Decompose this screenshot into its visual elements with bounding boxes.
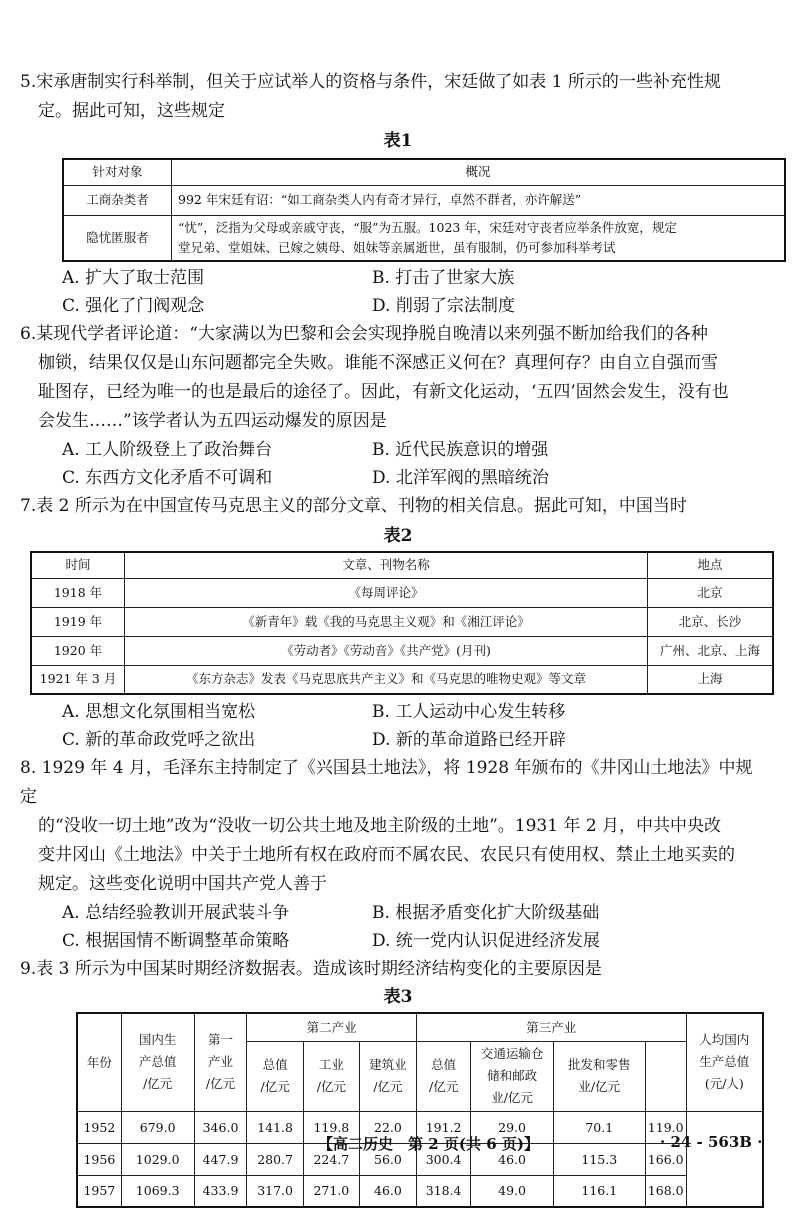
table-2-cell: 上海	[648, 665, 774, 694]
option-a[interactable]: A. 总结经验教训开展武装斗争	[62, 903, 290, 923]
table-3-header-primary	[194, 1013, 247, 1111]
table-3-cell: 119.8	[303, 1111, 359, 1143]
q7-stem: 7.表 2 所示为在中国宣传马克思主义的部分文章、刊物的相关信息。据此可知，中国当时	[20, 496, 687, 516]
table-3-cell: 300.4	[416, 1143, 471, 1175]
table-3-sub-construction	[360, 1041, 417, 1111]
table-3-cell: 119.0	[645, 1111, 686, 1143]
table-3-cell: 224.7	[303, 1143, 359, 1175]
option-c[interactable]: C. 根据国情不断调整革命策略	[62, 931, 290, 951]
header-line: /亿元	[205, 1076, 236, 1092]
option-b[interactable]: B. 打击了世家大族	[372, 268, 515, 288]
table-3-cell: 1069.3	[121, 1175, 194, 1207]
footer-code: · 24 - 563B ·	[660, 1133, 763, 1151]
table-3-header-secondary: 第二产业	[247, 1013, 416, 1041]
table-1-cell: 992 年宋廷有诏：“如工商杂类人内有奇才异行，卓然不群者，亦许解送”	[172, 185, 786, 215]
table-3-cell: 1956	[77, 1143, 121, 1175]
header-line: 第一	[208, 1032, 234, 1048]
table-3-cell: 141.8	[247, 1111, 303, 1143]
header-line: 业/亿元	[578, 1079, 621, 1094]
table-2-cell: 1921 年 3 月	[31, 665, 125, 694]
table-3-cell: 166.0	[645, 1143, 686, 1175]
header-line: 工业	[318, 1057, 344, 1072]
q6-stem-line: 耻图存，已经为唯一的也是最后的途径了。因此，有新文化运动，‘五四’固然会发生，没有也	[38, 382, 729, 402]
table-1-title: 表1	[383, 131, 413, 151]
table-row	[77, 1175, 763, 1207]
q8-stem-line: 规定。这些变化说明中国共产党人善于	[38, 874, 327, 894]
table-1-header-summary: 概况	[172, 159, 786, 185]
table-3-sub-tertiary-total	[416, 1041, 471, 1111]
table-3-cell: 191.2	[416, 1111, 471, 1143]
q8-options	[32, 899, 764, 955]
header-line: 批发和零售	[568, 1057, 631, 1072]
table-3-sub-industry	[303, 1041, 359, 1111]
header-line: 人均国内	[699, 1032, 750, 1048]
table-3-cell: 56.0	[360, 1143, 417, 1175]
question-9	[20, 955, 764, 1208]
option-a[interactable]: A. 扩大了取士范围	[62, 268, 205, 288]
table-3-cell: 1957	[77, 1175, 121, 1207]
question-6	[20, 320, 764, 492]
option-b[interactable]: B. 根据矛盾变化扩大阶级基础	[372, 903, 600, 923]
q8-stem-line: 变井冈山《土地法》中关于土地所有权在政府而不属农民、农民只有使用权、禁止土地买卖的	[38, 845, 735, 865]
option-c[interactable]: C. 新的革命政党呼之欲出	[62, 730, 256, 750]
header-line: 业/亿元	[491, 1090, 533, 1105]
header-line: 产业	[208, 1054, 234, 1070]
table-2-header-time: 时间	[31, 552, 125, 578]
header-line: /亿元	[143, 1076, 173, 1092]
table-3-sub-trade	[553, 1041, 645, 1111]
table-3-sub-transport	[471, 1041, 553, 1111]
option-d[interactable]: D. 北洋军阀的黑暗统治	[372, 468, 549, 488]
table-1	[62, 158, 786, 262]
q9-stem: 9.表 3 所示为中国某时期经济数据表。造成该时期经济结构变化的主要原因是	[20, 959, 602, 979]
table-3-cell: 1952	[77, 1111, 121, 1143]
q5-stem-line-2: 定。据此可知，这些规定	[38, 101, 225, 121]
table-3-cell: 70.1	[553, 1111, 645, 1143]
table-1-cell	[172, 215, 786, 261]
header-line: /亿元	[316, 1079, 346, 1094]
question-8	[20, 754, 764, 955]
table-3-cell: 115.3	[553, 1143, 645, 1175]
table-2-cell: 广州、北京、上海	[648, 636, 774, 665]
table-3-cell: 271.0	[303, 1175, 359, 1207]
table-1-cell-line: “忧”，泛指为父母或亲戚守丧，“服”为五服。1023 年，宋廷对守丧者应举条件放宽，规定	[178, 219, 677, 235]
table-2-cell: 《劳动者》《劳动音》《共产党》(月刊)	[125, 636, 648, 665]
option-b[interactable]: B. 工人运动中心发生转移	[372, 702, 566, 722]
table-2-cell: 1920 年	[31, 636, 125, 665]
table-3-cell: 49.0	[471, 1175, 553, 1207]
question-7	[20, 492, 764, 754]
table-1-cell: 隐忧匿服者	[63, 215, 172, 261]
table-3-cell: 1029.0	[121, 1143, 194, 1175]
table-1-cell: 工商杂类者	[63, 185, 172, 215]
table-2-header-title: 文章、刊物名称	[125, 552, 648, 578]
table-1-header-target: 针对对象	[63, 159, 172, 185]
option-b[interactable]: B. 近代民族意识的增强	[372, 440, 549, 460]
option-c[interactable]: C. 强化了门阀观念	[62, 296, 205, 316]
header-line: 总值	[262, 1057, 288, 1072]
header-line: 国内生	[138, 1032, 177, 1048]
header-line: 生产总值	[699, 1054, 750, 1070]
question-5	[20, 68, 764, 320]
table-2-cell: 《每周评论》	[125, 578, 648, 607]
option-a[interactable]: A. 思想文化氛围相当宽松	[62, 702, 256, 722]
table-3-cell: 318.4	[416, 1175, 471, 1207]
q5-stem-line-1: 5.宋承唐制实行科举制，但关于应试举人的资格与条件，宋廷做了如表 1 所示的一些补充性规	[20, 72, 721, 92]
option-d[interactable]: D. 新的革命道路已经开辟	[372, 730, 566, 750]
header-line: 储和邮政	[487, 1068, 538, 1083]
option-a[interactable]: A. 工人阶级登上了政治舞台	[62, 440, 273, 460]
q6-stem-line: 6.某现代学者评论道：“大家满以为巴黎和会会实现挣脱自晚清以来列强不断加给我们的各种	[20, 324, 708, 344]
table-2-title: 表2	[383, 526, 413, 546]
table-3-header-year: 年份	[77, 1013, 121, 1111]
q8-stem-line: 8. 1929 年 4 月，毛泽东主持制定了《兴国县土地法》，将 1928 年颁布的《井冈山土地法》中规定	[20, 758, 753, 807]
header-line: 交通运输仓	[480, 1046, 544, 1061]
table-2-cell: 北京	[648, 578, 774, 607]
table-3-header-per-capita	[686, 1013, 763, 1111]
table-2-header-place: 地点	[648, 552, 774, 578]
table-3	[76, 1012, 764, 1208]
table-3-cell: 46.0	[360, 1175, 417, 1207]
option-c[interactable]: C. 东西方文化矛盾不可调和	[62, 468, 273, 488]
q7-options	[32, 698, 764, 754]
header-line: 产总值	[138, 1054, 177, 1070]
table-2-cell: 《新青年》载《我的马克思主义观》和《湘江评论》	[125, 607, 648, 636]
option-d[interactable]: D. 统一党内认识促进经济发展	[372, 931, 600, 951]
table-2-cell: 北京、长沙	[648, 607, 774, 636]
table-3-cell: 46.0	[471, 1143, 553, 1175]
table-3-cell: 447.9	[194, 1143, 247, 1175]
table-2-cell: 《东方杂志》发表《马克思底共产主义》和《马克思的唯物史观》等文章	[125, 665, 648, 694]
table-2	[30, 551, 774, 695]
table-2-cell: 1919 年	[31, 607, 125, 636]
table-3-sub-secondary-total	[247, 1041, 303, 1111]
table-3-cell: 29.0	[471, 1111, 553, 1143]
table-2-cell: 1918 年	[31, 578, 125, 607]
table-3-header-tertiary: 第三产业	[416, 1013, 686, 1041]
table-3-title: 表3	[383, 987, 413, 1007]
header-line: 总值	[431, 1057, 457, 1072]
table-3-header-gdp	[121, 1013, 194, 1111]
table-3-cell: 679.0	[121, 1111, 194, 1143]
table-3-cell: 116.1	[553, 1175, 645, 1207]
q8-stem-line: 的“没收一切土地”改为“没收一切公共土地及地主阶级的土地”。1931 年 2 月，中共中央改	[38, 816, 722, 836]
q5-options	[32, 264, 764, 320]
header-line: /亿元	[429, 1079, 459, 1094]
header-line: /亿元	[373, 1079, 403, 1094]
table-3-cell: 346.0	[194, 1111, 247, 1143]
q6-options	[32, 436, 764, 492]
table-3-cell: 280.7	[247, 1143, 303, 1175]
table-1-cell-line: 堂兄弟、堂姐妹、已嫁之姨母、姐妹等亲属逝世，虽有服制，仍可参加科举考试	[178, 239, 616, 255]
header-line: 建筑业	[369, 1057, 407, 1072]
footer-page-info: 【高二历史 第 2 页(共 6 页)】	[318, 1135, 539, 1153]
option-d[interactable]: D. 削弱了宗法制度	[372, 296, 515, 316]
table-3-cell: 433.9	[194, 1175, 247, 1207]
table-3-cell: 168.0	[645, 1175, 686, 1207]
q6-stem-line: 枷锁，结果仅仅是山东问题都完全失败。谁能不深感正义何在？真理何存？由自立自强而雪	[38, 353, 718, 373]
q6-stem-line: 会发生……”该学者认为五四运动爆发的原因是	[38, 411, 387, 431]
table-3-cell: 22.0	[360, 1111, 417, 1143]
table-3-cell: 317.0	[247, 1175, 303, 1207]
header-line: (元/人)	[704, 1076, 744, 1092]
header-line: /亿元	[260, 1079, 290, 1094]
